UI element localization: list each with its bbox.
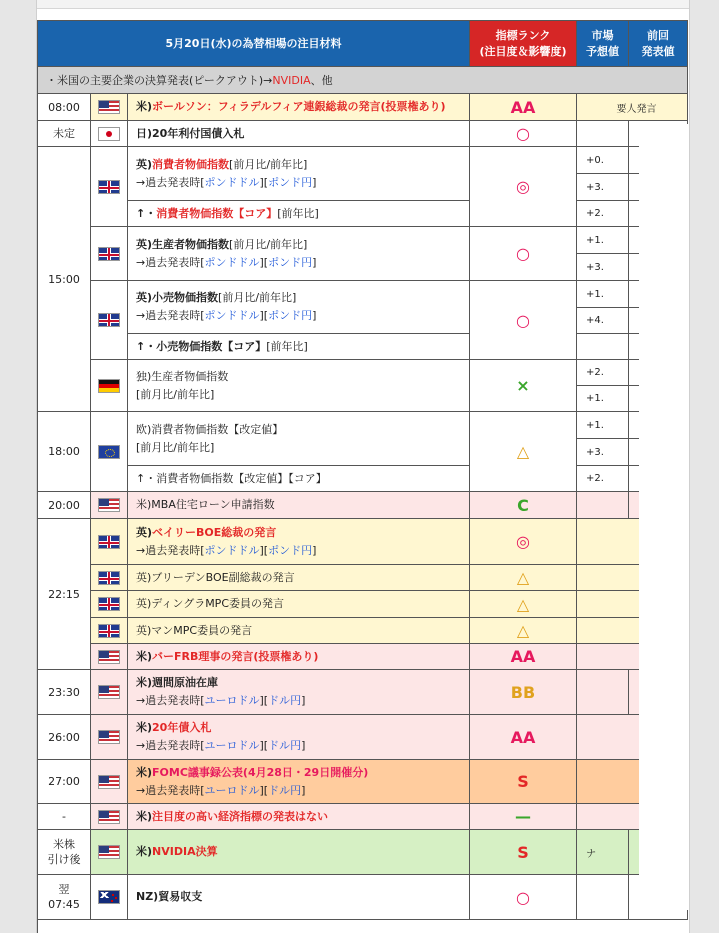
link-separator: ][ xyxy=(259,694,269,707)
rank-circle: ○ xyxy=(516,124,530,143)
past-release-label: →過去発表時[ xyxy=(136,783,205,797)
forecast-value: +1. xyxy=(586,234,604,246)
rank-cell xyxy=(470,412,577,492)
link-separator: ][ xyxy=(259,739,269,752)
event-cell xyxy=(128,466,470,492)
past-release-label: →過去発表時[ xyxy=(136,739,205,752)
calendar-table xyxy=(37,20,688,933)
table-title-text: 5月20日(水)の為替相場の注目材料 xyxy=(165,36,342,50)
gbpusd-link[interactable]: ポンドドル xyxy=(204,175,260,189)
rank-double-circle: ◎ xyxy=(516,532,530,551)
forecast-value: +1. xyxy=(586,288,604,300)
uk-flag-icon xyxy=(98,597,120,611)
event-cell xyxy=(128,281,470,334)
event-title[interactable]: ↑・消費者物価指数【改定値】【コア】 xyxy=(136,471,327,485)
event-title[interactable]: NZ)貿易収支 xyxy=(136,890,203,903)
table-title xyxy=(38,21,470,67)
forecast-cell xyxy=(577,334,629,360)
flag-cell xyxy=(91,360,128,412)
event-title[interactable]: 注目度の高い経済指標の発表はない xyxy=(152,809,329,823)
event-cell xyxy=(128,492,470,519)
core-prefix: ↑・ xyxy=(136,206,157,220)
time-label: 翌 xyxy=(58,883,70,896)
forecast-value: +3. xyxy=(586,261,604,273)
event-title[interactable]: ボールソン：フィラデルフィア連銀総裁の発言(投票権あり) xyxy=(152,100,446,113)
event-cell xyxy=(128,618,470,644)
us-flag-icon xyxy=(98,845,120,859)
rank-circle: ○ xyxy=(516,244,530,263)
time-label: 18:00 xyxy=(48,445,80,458)
de-flag-icon xyxy=(98,379,120,393)
section-highlight-nvidia[interactable]: NVIDIA xyxy=(272,73,311,87)
rank-cell xyxy=(470,121,577,147)
forecast-value: +3. xyxy=(586,181,604,193)
forecast-header-line2: 予想値 xyxy=(586,44,619,58)
us-flag-icon xyxy=(98,498,120,512)
link-separator: ][ xyxy=(259,175,269,189)
flag-cell xyxy=(91,565,128,591)
event-cell xyxy=(128,644,470,670)
event-periods: [前月比/前年比] xyxy=(136,440,215,454)
event-cell xyxy=(128,412,470,466)
flag-cell xyxy=(91,760,128,804)
us-flag-icon xyxy=(98,775,120,789)
time-label: 米株 xyxy=(53,838,75,851)
link-separator: ][ xyxy=(259,309,269,322)
jp-flag-icon xyxy=(98,127,120,141)
event-title[interactable]: 英)小売物価指数 xyxy=(136,291,219,304)
forecast-cell xyxy=(577,830,629,875)
past-release-label: →過去発表時[ xyxy=(136,255,205,269)
flag-cell xyxy=(91,715,128,760)
rank-cell xyxy=(470,147,577,227)
section-text: ・米国の主要企業の決算発表(ピークアウト)→ xyxy=(46,74,273,87)
usdjpy-link[interactable]: ドル円 xyxy=(268,694,302,707)
time-label: 07:45 xyxy=(48,898,80,911)
event-title[interactable]: ↑・小売物価指数【コア】 xyxy=(136,339,267,353)
time-cell xyxy=(38,760,91,804)
flag-cell xyxy=(91,227,128,281)
eu-flag-icon xyxy=(98,445,120,459)
rank-aa: AA xyxy=(510,727,536,747)
time-cell xyxy=(38,875,91,920)
event-title[interactable]: FOMC議事録公表(4月28日・29日開催分) xyxy=(152,765,369,779)
uk-flag-icon xyxy=(98,247,120,261)
time-cell xyxy=(38,147,91,412)
flag-cell xyxy=(91,519,128,565)
event-title[interactable]: 20年債入札 xyxy=(152,721,212,734)
country-label: 米) xyxy=(136,845,153,858)
time-label: 22:15 xyxy=(48,587,80,601)
gbpjpy-link[interactable]: ポンド円 xyxy=(268,255,313,269)
uk-flag-icon xyxy=(98,571,120,585)
link-close: ] xyxy=(301,783,306,797)
rank-triangle: △ xyxy=(516,442,530,461)
forecast-cell xyxy=(577,147,629,174)
rank-cell xyxy=(470,519,577,565)
event-title[interactable]: 欧)消費者物価指数【改定値】 xyxy=(136,422,284,436)
forecast-cell xyxy=(577,174,629,201)
event-cell xyxy=(128,147,470,201)
country-label: 米) xyxy=(136,649,153,663)
rank-triangle: △ xyxy=(516,621,530,640)
event-cell xyxy=(128,804,470,830)
past-release-label: →過去発表時[ xyxy=(136,309,205,322)
past-release-label: →過去発表時[ xyxy=(136,694,205,707)
forecast-value: +3. xyxy=(586,446,604,458)
rank-double-circle: ◎ xyxy=(516,177,530,196)
section-suffix: 、他 xyxy=(310,74,333,87)
event-periods: [前年比] xyxy=(277,206,319,220)
event-cell xyxy=(128,519,470,565)
rank-cell xyxy=(470,875,577,920)
eurusd-link[interactable]: ユーロドル xyxy=(204,694,260,707)
eurusd-link[interactable]: ユーロドル xyxy=(204,783,260,797)
uk-flag-icon xyxy=(98,535,120,549)
rank-column-header xyxy=(470,21,577,67)
event-cell xyxy=(128,227,470,281)
time-cell xyxy=(38,830,91,875)
rank-aa: AA xyxy=(510,97,536,117)
calendar-panel xyxy=(37,20,689,933)
event-periods: [前月比/前年比] xyxy=(136,387,215,401)
rank-aa: AA xyxy=(510,647,536,666)
forecast-value: 要人発言 xyxy=(616,103,657,115)
time-label: 08:00 xyxy=(48,100,80,114)
forecast-cell xyxy=(577,875,629,920)
country-label: 米) xyxy=(136,809,153,823)
forecast-cell xyxy=(577,254,629,281)
time-label: 引け後 xyxy=(47,853,81,866)
forecast-value: ナ xyxy=(586,848,596,860)
time-cell xyxy=(38,492,91,519)
rank-triangle: △ xyxy=(516,568,530,587)
flag-cell xyxy=(91,644,128,670)
country-label: 米) xyxy=(136,676,153,689)
rank-circle: ○ xyxy=(516,887,530,907)
uk-flag-icon xyxy=(98,180,120,194)
event-cell xyxy=(128,830,470,875)
event-cell xyxy=(128,760,470,804)
forecast-cell xyxy=(577,492,629,519)
usdjpy-link[interactable]: ドル円 xyxy=(268,739,302,752)
gbpjpy-link[interactable]: ポンド円 xyxy=(268,543,313,557)
event-cell xyxy=(128,201,470,227)
flag-cell xyxy=(91,121,128,147)
forecast-cell xyxy=(577,201,629,227)
nz-flag-icon xyxy=(98,890,120,904)
time-label: 23:30 xyxy=(48,685,80,699)
event-title[interactable]: 米)MBA住宅ローン申請指数 xyxy=(136,498,275,511)
time-label: 20:00 xyxy=(48,498,80,512)
us-flag-icon xyxy=(98,685,120,699)
forecast-column-header xyxy=(577,21,629,67)
event-cell xyxy=(128,94,470,121)
event-cell xyxy=(128,875,470,920)
gbpusd-link[interactable]: ポンドドル xyxy=(204,255,260,269)
rank-cross: × xyxy=(516,376,530,395)
country-label: 米) xyxy=(136,100,153,113)
event-title[interactable]: 英)マンMPC委員の発言 xyxy=(136,623,253,637)
rank-cell xyxy=(470,830,577,875)
link-separator: ][ xyxy=(259,255,269,269)
rank-dash: — xyxy=(515,807,531,826)
rank-cell xyxy=(470,644,577,670)
time-cell xyxy=(38,121,91,147)
flag-cell xyxy=(91,670,128,715)
link-close: ] xyxy=(312,309,317,322)
forecast-cell xyxy=(577,670,629,715)
event-title[interactable]: 英)ブリーデンBOE副総裁の発言 xyxy=(136,570,295,584)
top-divider xyxy=(37,0,689,9)
event-title[interactable]: 英)ディングラMPC委員の発言 xyxy=(136,597,284,610)
forecast-value: +1. xyxy=(586,393,604,404)
rank-cell xyxy=(470,94,577,121)
forecast-cell xyxy=(577,281,629,308)
rank-header-line1: 指標ランク xyxy=(495,28,551,42)
eurusd-link[interactable]: ユーロドル xyxy=(204,739,260,752)
rank-circle: ○ xyxy=(516,310,530,330)
flag-cell xyxy=(91,281,128,360)
previous-header-line1: 前回 xyxy=(647,28,669,42)
country-label: 米) xyxy=(136,765,153,779)
country-label: 米) xyxy=(136,721,153,734)
rank-bb: BB xyxy=(510,682,536,702)
link-close: ] xyxy=(312,255,317,269)
flag-cell xyxy=(91,591,128,618)
forecast-cell xyxy=(577,94,688,121)
past-release-label: →過去発表時[ xyxy=(136,543,205,557)
forecast-cell xyxy=(577,121,629,147)
link-separator: ][ xyxy=(259,783,269,797)
previous-column-header xyxy=(629,21,688,67)
link-close: ] xyxy=(312,175,317,189)
flag-cell xyxy=(91,94,128,121)
gbpusd-link[interactable]: ポンドドル xyxy=(204,309,260,322)
time-label: 27:00 xyxy=(48,775,80,788)
page-sheet xyxy=(36,0,690,933)
rank-cell xyxy=(470,804,577,830)
time-label: - xyxy=(62,810,66,823)
flag-cell xyxy=(91,618,128,644)
rank-cell xyxy=(470,591,577,618)
us-flag-icon xyxy=(98,650,120,664)
forecast-value: +2. xyxy=(586,367,604,378)
event-cell xyxy=(128,334,470,360)
uk-flag-icon xyxy=(98,313,120,327)
rank-cell xyxy=(470,492,577,519)
event-title[interactable]: 独)生産者物価指数 xyxy=(136,369,229,383)
time-cell xyxy=(38,519,91,670)
rank-c: C xyxy=(517,495,529,515)
forecast-value: +1. xyxy=(586,419,604,431)
us-flag-icon xyxy=(98,100,120,114)
link-close: ] xyxy=(312,543,317,557)
rank-cell xyxy=(470,227,577,281)
event-cell xyxy=(128,565,470,591)
forecast-cell xyxy=(577,360,629,386)
flag-cell xyxy=(91,804,128,830)
rank-triangle: △ xyxy=(516,594,530,614)
time-cell xyxy=(38,804,91,830)
uk-flag-icon xyxy=(98,624,120,638)
time-label: 15:00 xyxy=(48,272,80,286)
rank-cell xyxy=(470,281,577,360)
time-label: 未定 xyxy=(53,127,75,140)
event-cell xyxy=(128,670,470,715)
event-periods: [前月比/前年比] xyxy=(229,157,308,171)
rank-cell xyxy=(470,360,577,412)
event-title[interactable]: 日)20年利付国債入札 xyxy=(136,126,245,140)
rank-header-line2: (注目度＆影響度) xyxy=(479,44,567,58)
forecast-cell xyxy=(577,439,629,466)
event-cell xyxy=(128,360,470,412)
event-title[interactable]: 消費者物価指数 xyxy=(152,157,230,171)
event-title[interactable]: ベイリーBOE総裁の発言 xyxy=(152,525,277,539)
time-cell xyxy=(38,94,91,121)
rank-cell xyxy=(470,618,577,644)
flag-cell xyxy=(91,412,128,492)
forecast-cell xyxy=(577,412,629,439)
link-close: ] xyxy=(301,739,306,752)
usdjpy-link[interactable]: ドル円 xyxy=(268,783,302,797)
country-label: 英) xyxy=(136,157,153,171)
event-cell xyxy=(128,591,470,618)
event-title[interactable]: 消費者物価指数【コア】 xyxy=(156,206,278,220)
event-title[interactable]: NVIDIA決算 xyxy=(152,845,218,858)
forecast-value: +2. xyxy=(586,473,604,484)
rank-cell xyxy=(470,760,577,804)
event-periods: [前月比/前年比] xyxy=(229,237,308,251)
rank-s: S xyxy=(517,842,529,862)
flag-cell xyxy=(91,147,128,227)
forecast-value: +2. xyxy=(586,208,604,219)
gbpusd-link[interactable]: ポンドドル xyxy=(204,543,260,557)
flag-cell xyxy=(91,875,128,920)
country-label: 英) xyxy=(136,525,153,539)
past-release-label: →過去発表時[ xyxy=(136,175,205,189)
event-title[interactable]: バーFRB理事の発言(投票権あり) xyxy=(152,649,319,663)
us-flag-icon xyxy=(98,810,120,824)
forecast-cell xyxy=(577,466,629,492)
rank-s: S xyxy=(517,772,529,791)
time-cell xyxy=(38,715,91,760)
forecast-cell xyxy=(577,308,629,334)
rank-cell xyxy=(470,670,577,715)
flag-cell xyxy=(91,492,128,519)
rank-cell xyxy=(470,565,577,591)
time-cell xyxy=(38,670,91,715)
link-close: ] xyxy=(301,694,306,707)
forecast-value: +0. xyxy=(586,154,604,166)
link-separator: ][ xyxy=(259,543,269,557)
time-cell xyxy=(38,412,91,492)
rank-cell xyxy=(470,715,577,760)
gbpjpy-link[interactable]: ポンド円 xyxy=(268,175,313,189)
event-cell xyxy=(128,121,470,147)
flag-cell xyxy=(91,830,128,875)
event-title[interactable]: 週間原油在庫 xyxy=(152,676,219,689)
event-title[interactable]: 英)生産者物価指数 xyxy=(136,237,230,251)
event-cell xyxy=(128,715,470,760)
redaction-overlay xyxy=(639,124,690,910)
time-label: 26:00 xyxy=(48,730,80,744)
forecast-cell xyxy=(577,386,629,412)
forecast-cell xyxy=(577,227,629,254)
forecast-header-line1: 市場 xyxy=(591,28,614,42)
event-periods: [前月比/前年比] xyxy=(218,291,297,304)
section-row xyxy=(38,67,688,94)
gbpjpy-link[interactable]: ポンド円 xyxy=(268,309,313,322)
forecast-value: +4. xyxy=(586,315,604,326)
event-periods: [前年比] xyxy=(266,339,308,353)
previous-header-line2: 発表値 xyxy=(641,44,675,58)
us-flag-icon xyxy=(98,730,120,744)
